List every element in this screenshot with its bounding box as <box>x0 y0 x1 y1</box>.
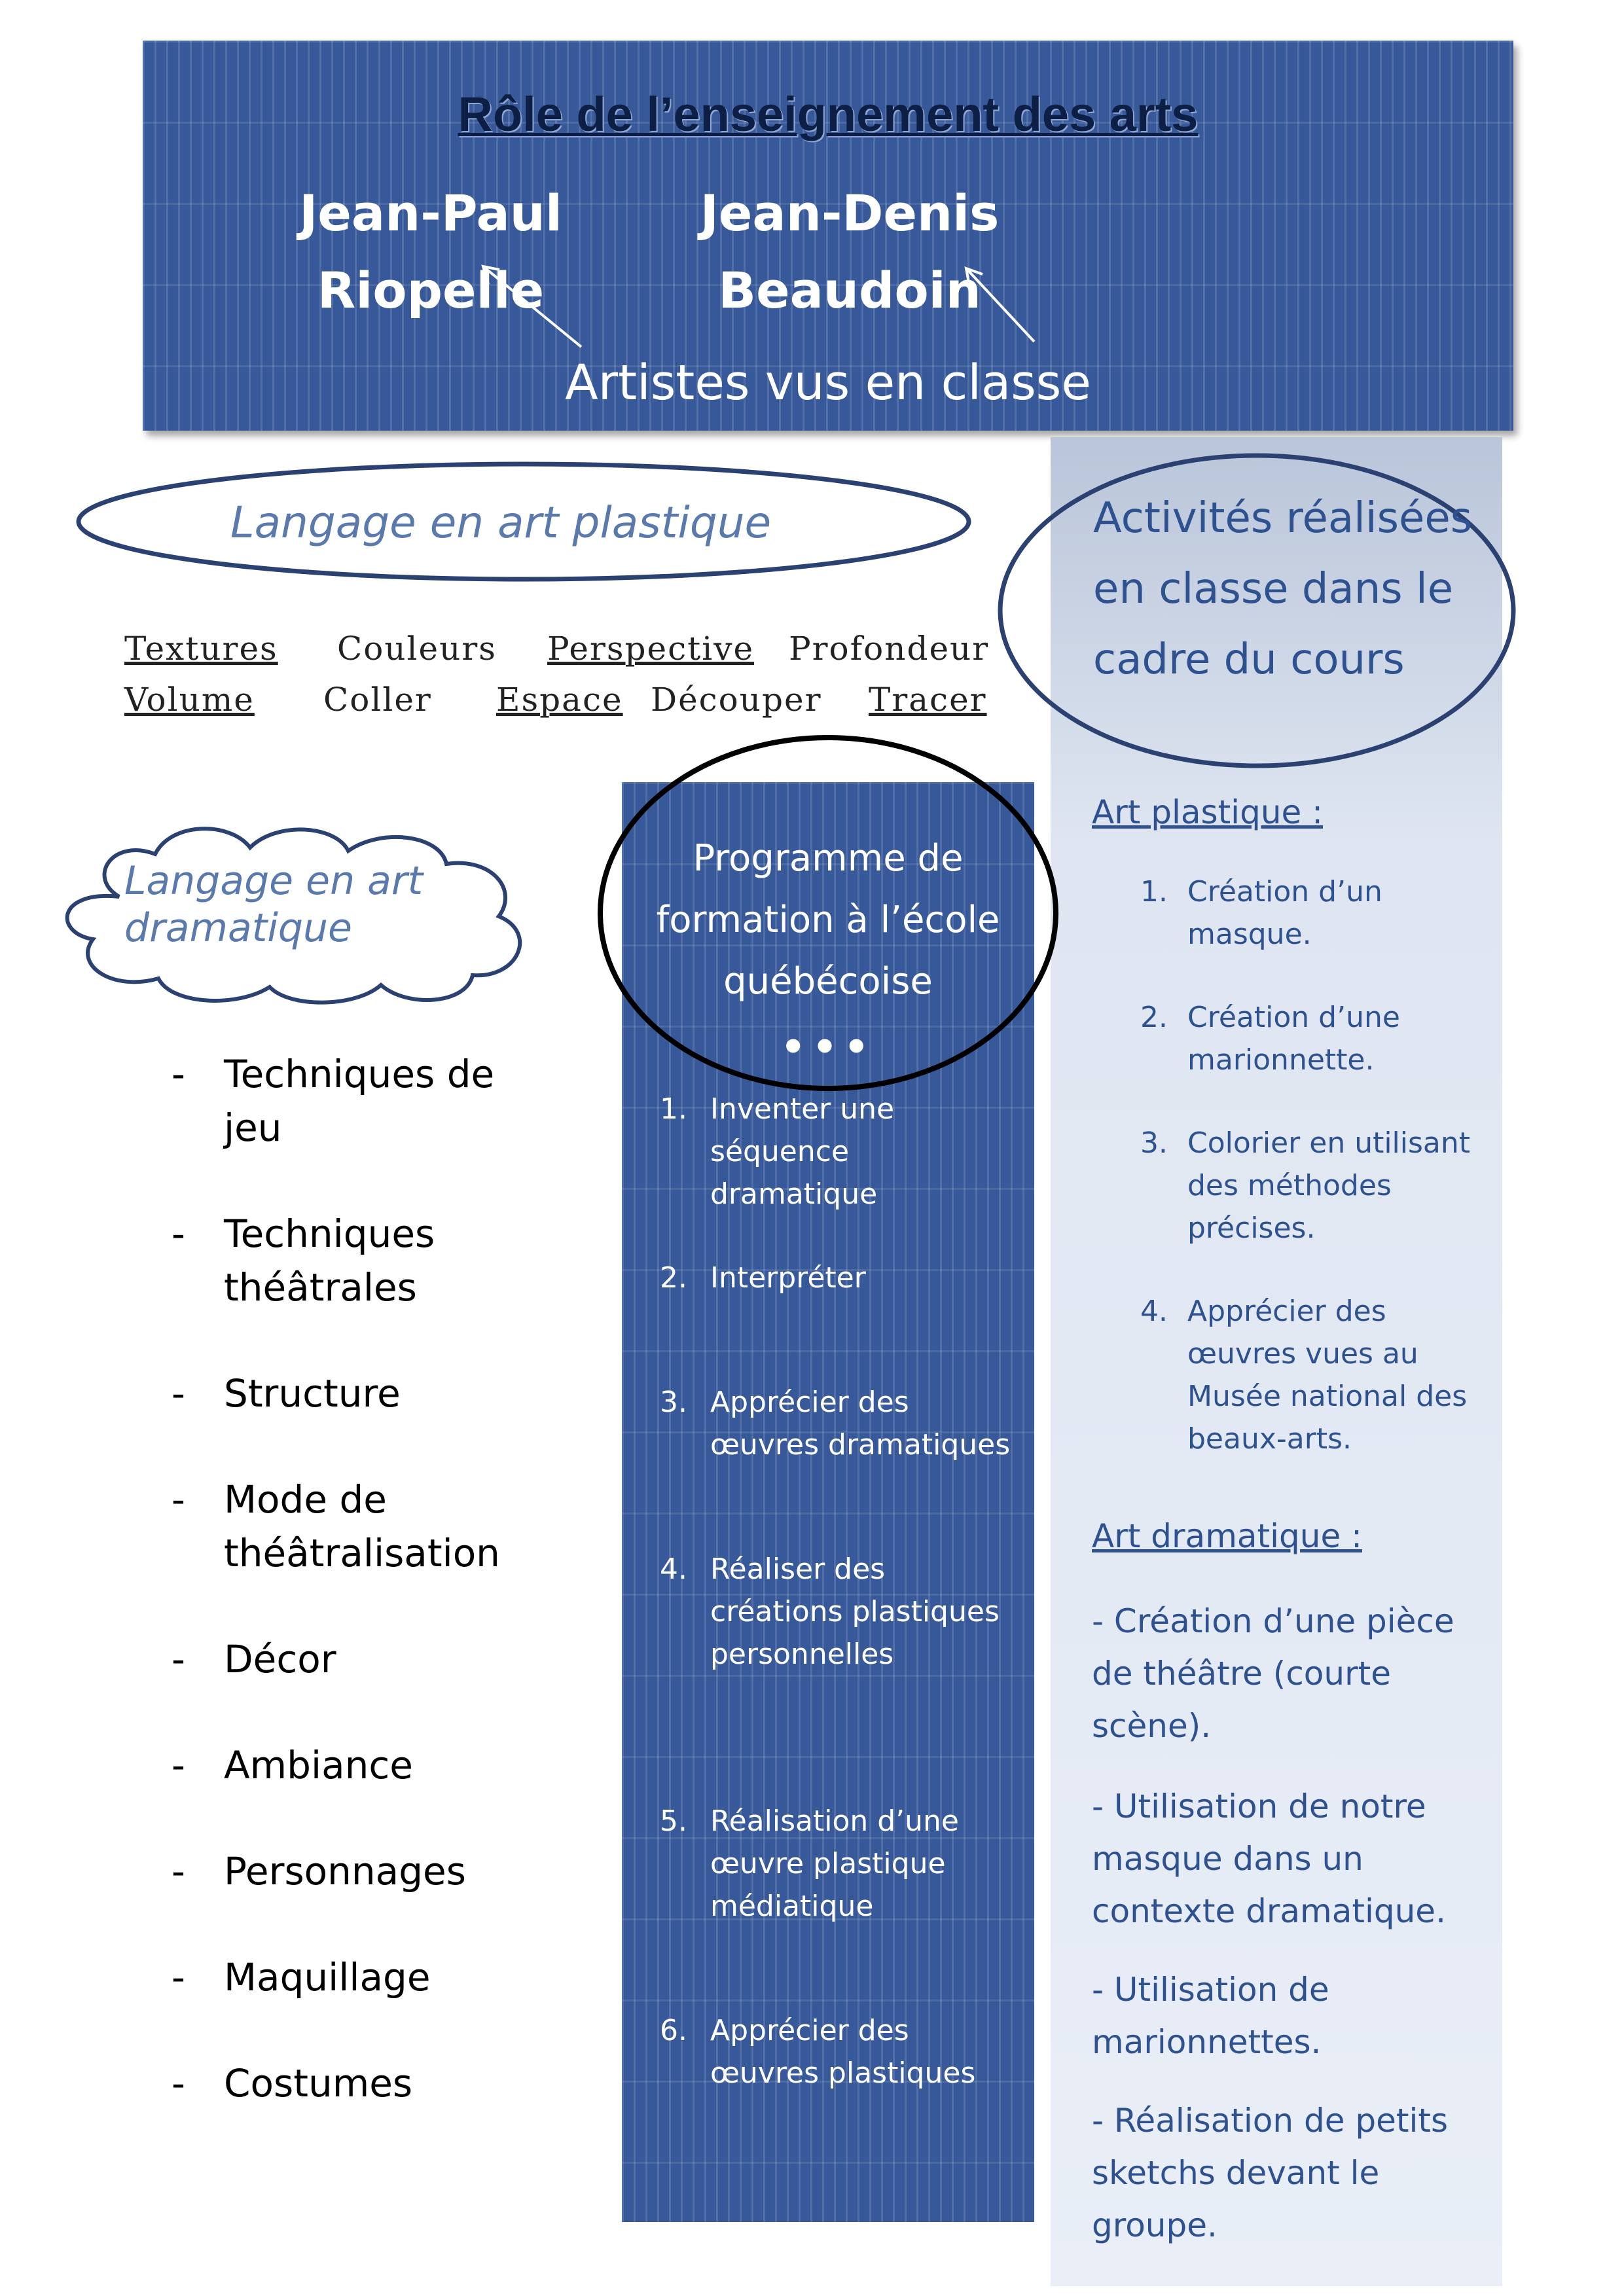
vocab-word: Profondeur <box>789 630 990 668</box>
list-item: - Décor <box>171 1632 630 1686</box>
programme-item: 3. Apprécier des œuvres dramatiques <box>660 1386 1011 1462</box>
vocab-word: Volume <box>124 681 255 719</box>
plastique-title: Langage en art plastique <box>230 497 772 548</box>
vocab-word: Couleurs <box>337 630 497 668</box>
art-plastique-activities <box>1140 870 1487 1501</box>
vocab-word: Découper <box>651 681 822 719</box>
artist-last-name: Beaudoin <box>718 261 981 319</box>
dramatique-vocab-list <box>171 1047 630 2162</box>
programme-item: 2. Interpréter <box>660 1261 866 1295</box>
page-title: Rôle de l’enseignement des arts <box>458 87 1199 141</box>
list-item: - Techniques de jeu <box>171 1047 564 1155</box>
list-item: - Ambiance <box>171 1738 630 1792</box>
vocab-word: Espace <box>496 681 623 719</box>
arrow-to-riopelle <box>483 266 581 347</box>
list-item: - Maquillage <box>171 1950 630 2004</box>
artist-first-name: Jean-Denis <box>700 184 1000 242</box>
programme-title: Programme de formation à l’école québécoise <box>656 837 1000 1003</box>
programme-item: 6. Apprécier des œuvres plastiques <box>660 2014 976 2090</box>
programme-item: 1. Inventer une séquence dramatique <box>660 1092 895 1211</box>
list-item: - Personnages <box>171 1844 630 1898</box>
artist-last-name: Riopelle <box>317 261 545 319</box>
list-item: 2. Création d’une marionnette. <box>1140 1001 1400 1077</box>
art-dramatique-heading: Art dramatique : <box>1092 1517 1362 1555</box>
arrow-to-beaudoin <box>966 268 1034 342</box>
dramatique-activity: - Réalisation de petits sketchs devant le groupe. <box>1092 2102 1449 2244</box>
programme-item: 4. Réaliser des créations plastiques personnelles <box>660 1552 1000 1671</box>
artists-caption: Artistes vus en classe <box>565 355 1091 411</box>
list-item: 4. Apprécier des œuvres vues au Musée national des beaux-arts. <box>1140 1295 1468 1456</box>
header-banner <box>143 41 1513 431</box>
dramatique-activity: - Utilisation de notre masque dans un contexte dramatique. <box>1092 1787 1446 1930</box>
artist-first-name: Jean-Paul <box>299 184 562 242</box>
dramatique-activity: - Création d’une pièce de théâtre (courte scène). <box>1092 1602 1454 1745</box>
list-item: - Structure <box>171 1367 630 1420</box>
dramatique-title: Langage en art dramatique <box>124 858 424 951</box>
list-item: - Mode de théâtralisation <box>171 1473 590 1580</box>
art-plastique-heading: Art plastique : <box>1092 793 1324 831</box>
list-item: 3. Colorier en utilisant des méthodes précises. <box>1140 1126 1471 1245</box>
vocab-word: Textures <box>124 630 278 668</box>
programme-item: 5. Réalisation d’une œuvre plastique médiatique <box>660 1804 959 1923</box>
list-item: 1. Création d’un masque. <box>1140 875 1382 951</box>
vocab-word: Tracer <box>869 681 987 719</box>
ellipsis-dots: ••• <box>780 1024 876 1070</box>
vocab-word: Perspective <box>547 630 755 668</box>
list-item: - Techniques théâtrales <box>171 1207 564 1314</box>
vocab-word: Coller <box>323 681 432 719</box>
dramatique-activity: - Utilisation de marionnettes. <box>1092 1971 1329 2061</box>
list-item: - Costumes <box>171 2056 630 2110</box>
activities-title: Activités réalisées en classe dans le cadre du cours <box>1093 494 1473 684</box>
